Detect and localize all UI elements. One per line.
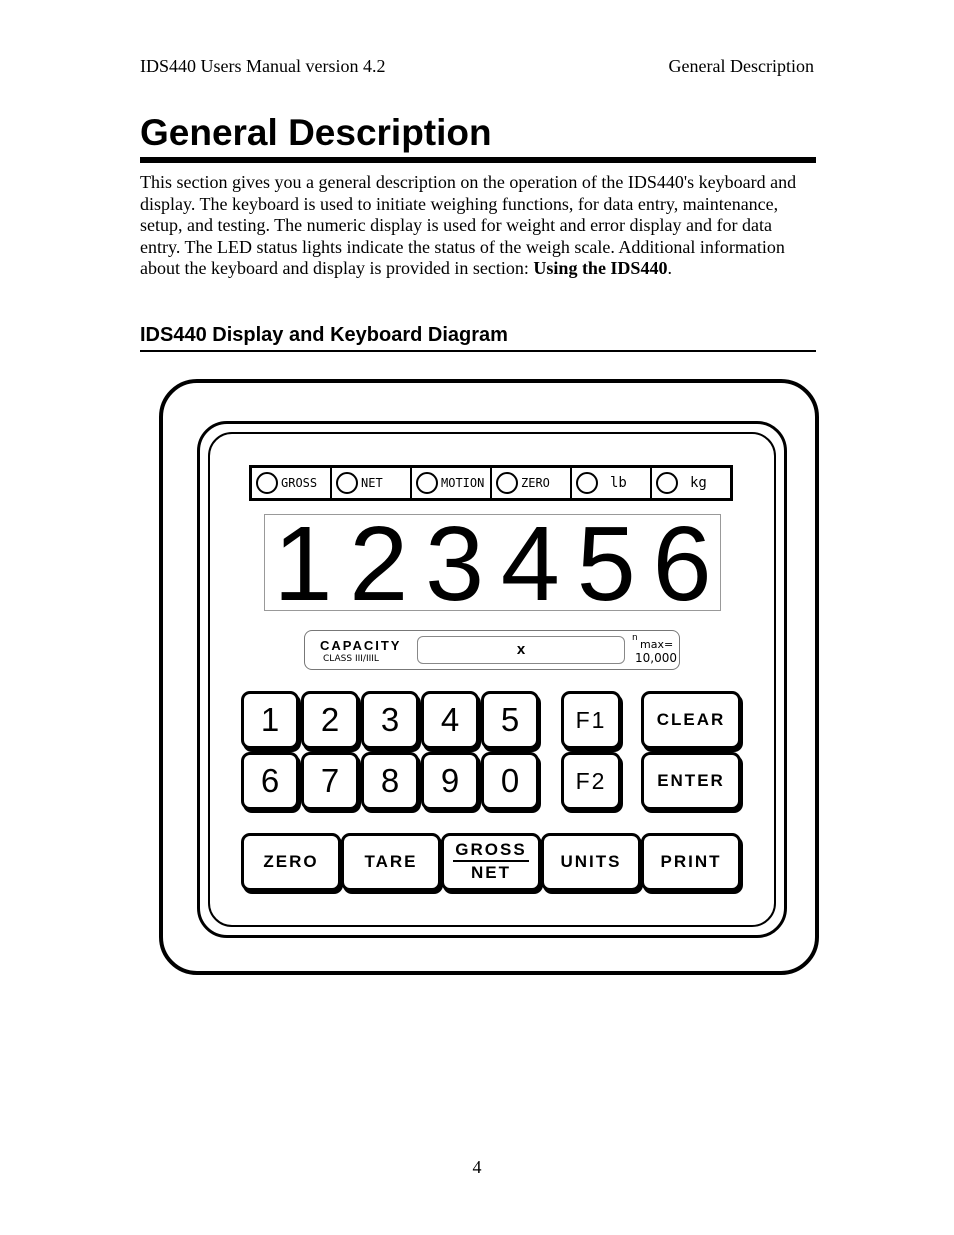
display-digit: 2: [349, 514, 409, 611]
section-rule: [140, 350, 816, 352]
key-gross-label: GROSS: [453, 840, 528, 862]
capacity-max: max=: [640, 638, 674, 651]
led-icon: [336, 472, 358, 494]
display-digit: 1: [273, 514, 333, 611]
intro-link-text: Using the IDS440: [533, 258, 668, 279]
capacity-value: 10,000: [635, 651, 677, 665]
display-digit: 6: [652, 514, 712, 611]
capacity-label-plate: [304, 630, 680, 670]
capacity-title: CAPACITY: [320, 638, 402, 653]
intro-end: .: [667, 258, 672, 279]
key-6[interactable]: 6: [241, 752, 299, 810]
status-gross: [252, 468, 332, 498]
key-enter[interactable]: ENTER: [641, 752, 741, 810]
status-label: lb: [610, 475, 627, 491]
capacity-n: n: [632, 633, 638, 643]
status-label: GROSS: [281, 476, 318, 490]
display-digit: 3: [425, 514, 485, 611]
status-motion: [412, 468, 492, 498]
running-header-right: General Description: [668, 56, 814, 76]
page-number: 4: [472, 1157, 482, 1177]
key-print[interactable]: PRINT: [641, 833, 741, 891]
status-label: ZERO: [521, 476, 550, 490]
status-light-bar: [249, 465, 733, 501]
title-rule: [140, 157, 816, 163]
status-kg: [652, 468, 730, 498]
key-zero[interactable]: ZERO: [241, 833, 341, 891]
key-2[interactable]: 2: [301, 691, 359, 749]
key-3[interactable]: 3: [361, 691, 419, 749]
led-icon: [416, 472, 438, 494]
section-title: IDS440 Display and Keyboard Diagram: [140, 324, 508, 346]
key-tare[interactable]: TARE: [341, 833, 441, 891]
display-digit: 4: [500, 514, 560, 611]
key-units[interactable]: UNITS: [541, 833, 641, 891]
key-4[interactable]: 4: [421, 691, 479, 749]
status-label: MOTION: [441, 476, 485, 490]
status-net: [332, 468, 412, 498]
key-f2[interactable]: F2: [561, 752, 621, 810]
key-net-label: NET: [471, 863, 511, 882]
led-icon: [656, 472, 678, 494]
intro-paragraph: [140, 172, 816, 280]
led-icon: [496, 472, 518, 494]
capacity-field: x: [417, 636, 625, 664]
key-gross-net[interactable]: [441, 833, 541, 891]
led-icon: [576, 472, 598, 494]
led-icon: [256, 472, 278, 494]
intro-text: This section gives you a general description on the operation of the IDS440's keyboard and display. The keyboard is used to initiate weighing functions, for data entry, maintenance, setup, and testing. The numeric display is used for weight and error display and for data entry. The LED status lights indicate the status of the weigh scale. Additional information about the keyboard and display is provided in section:: [140, 172, 797, 279]
key-8[interactable]: 8: [361, 752, 419, 810]
status-zero: [492, 468, 572, 498]
status-lb: [572, 468, 652, 498]
status-label: NET: [361, 476, 383, 490]
running-header-left: IDS440 Users Manual version 4.2: [140, 56, 386, 76]
capacity-class: CLASS III/IIIL: [323, 654, 379, 664]
display-digit: 5: [576, 514, 636, 611]
status-label: kg: [690, 475, 707, 491]
page-title: General Description: [140, 112, 492, 153]
key-1[interactable]: 1: [241, 691, 299, 749]
numeric-display: [264, 514, 721, 611]
key-clear[interactable]: CLEAR: [641, 691, 741, 749]
key-5[interactable]: 5: [481, 691, 539, 749]
key-7[interactable]: 7: [301, 752, 359, 810]
key-0[interactable]: 0: [481, 752, 539, 810]
key-f1[interactable]: F1: [561, 691, 621, 749]
key-9[interactable]: 9: [421, 752, 479, 810]
